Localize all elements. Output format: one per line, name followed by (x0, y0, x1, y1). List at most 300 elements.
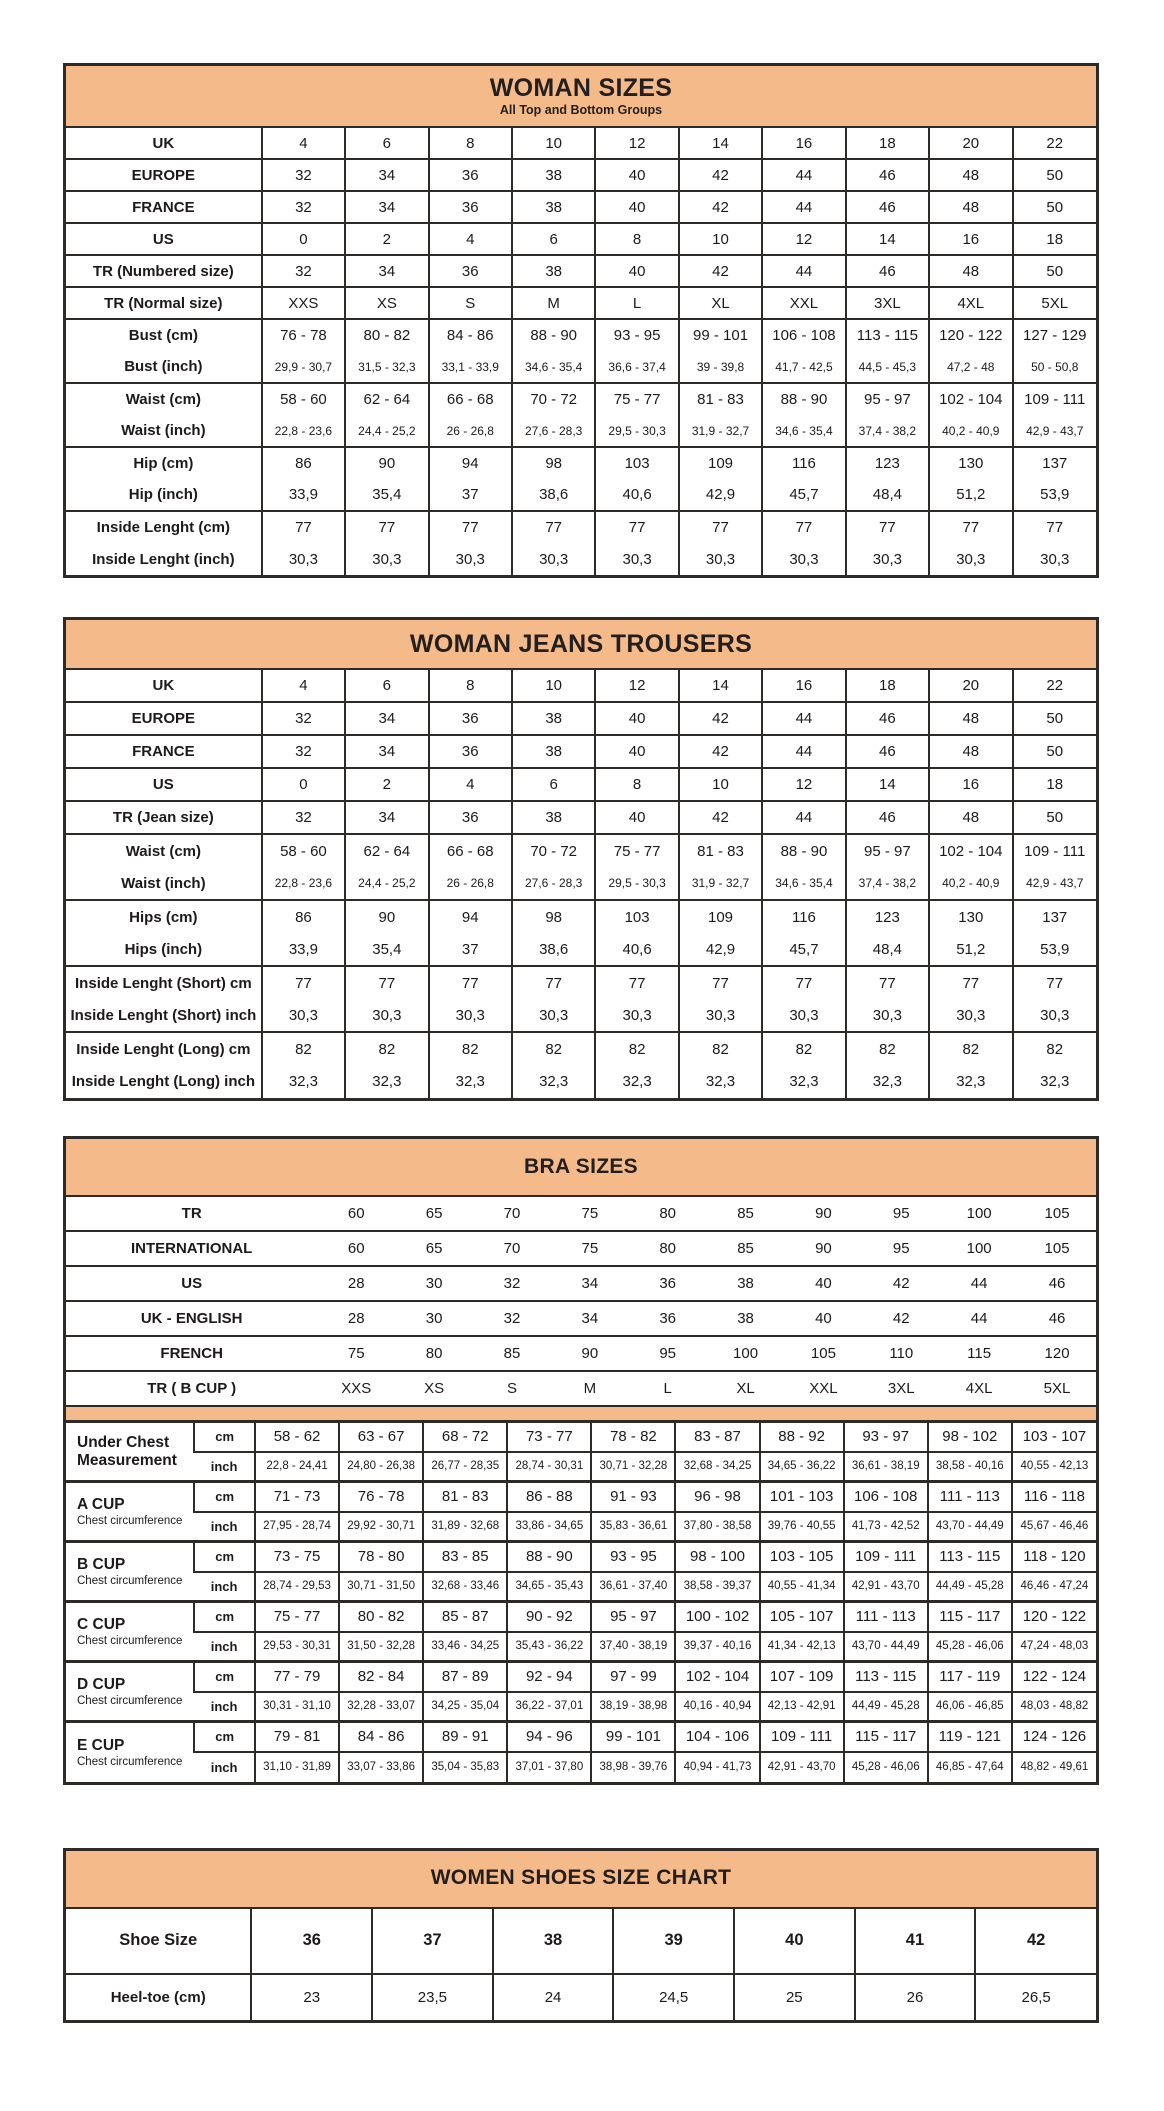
size-cell: 14 (679, 127, 762, 159)
size-cell: 115 - 117 (844, 1722, 928, 1752)
size-cell: 10 (679, 768, 762, 801)
size-cell: 32 (473, 1266, 551, 1301)
row-label: Bust (cm) (66, 319, 262, 351)
woman-sizes-table (63, 63, 1099, 578)
size-cell: 71 - 73 (255, 1482, 339, 1512)
table-row (66, 543, 1096, 575)
size-cell: 88 - 90 (507, 1542, 591, 1572)
size-cell: 44 (762, 735, 845, 768)
size-cell: 34 (345, 801, 428, 834)
size-cell: 41,73 - 42,52 (844, 1512, 928, 1542)
size-cell: 58 - 62 (255, 1422, 339, 1452)
size-cell: 42 (862, 1301, 940, 1336)
size-cell: 34,6 - 35,4 (762, 415, 845, 447)
size-cell: 77 (429, 511, 512, 543)
size-cell: 75 - 77 (255, 1602, 339, 1632)
size-cell: 35,83 - 36,61 (591, 1512, 675, 1542)
size-cell: 50 (1013, 801, 1097, 834)
size-cell: 65 (395, 1231, 473, 1266)
size-cell: 80 (395, 1336, 473, 1371)
row-label: Waist (cm) (66, 383, 262, 415)
size-cell: 26,77 - 28,35 (423, 1452, 507, 1482)
size-cell: 77 (679, 511, 762, 543)
size-cell: 31,89 - 32,68 (423, 1512, 507, 1542)
size-cell: 38,98 - 39,76 (591, 1752, 675, 1782)
size-cell: 85 - 87 (423, 1602, 507, 1632)
unit-label-cm: cm (194, 1542, 255, 1572)
table-row (66, 1422, 1096, 1452)
row-label: Inside Lenght (inch) (92, 550, 235, 568)
size-cell: 32,68 - 34,25 (675, 1452, 759, 1482)
size-cell: 10 (679, 223, 762, 255)
size-cell: 110 (862, 1336, 940, 1371)
table-title: WOMEN SHOES SIZE CHART (430, 1866, 732, 1890)
size-cell: 36,61 - 37,40 (591, 1572, 675, 1602)
size-cell: 25 (734, 1974, 855, 2020)
size-cell: 36,61 - 38,19 (844, 1452, 928, 1482)
size-cell: 28,74 - 30,31 (507, 1452, 591, 1482)
size-cell: 77 (929, 966, 1012, 999)
size-cell: 32,3 (429, 1065, 512, 1098)
size-cell: 88 - 90 (762, 383, 845, 415)
size-cell: 40 (595, 159, 678, 191)
size-cell: 73 - 77 (507, 1422, 591, 1452)
size-cell: 30,31 - 31,10 (255, 1692, 339, 1722)
size-cell: 103 - 105 (760, 1542, 844, 1572)
size-cell: 20 (929, 127, 1012, 159)
size-cell: 109 - 111 (844, 1542, 928, 1572)
table-row (66, 1572, 1096, 1602)
unit-label-inch: inch (194, 1572, 255, 1602)
size-cell: 77 (512, 511, 595, 543)
size-cell: 37,40 - 38,19 (591, 1632, 675, 1662)
size-cell: 16 (762, 127, 845, 159)
table-subtitle: All Top and Bottom Groups (499, 102, 663, 117)
size-cell: 102 - 104 (929, 834, 1012, 867)
size-cell: 130 (929, 447, 1012, 479)
size-cell: 6 (512, 223, 595, 255)
size-cell: 41,34 - 42,13 (760, 1632, 844, 1662)
size-cell: 46 (1018, 1301, 1096, 1336)
size-cell: 35,4 (345, 479, 428, 511)
size-cell: 127 - 129 (1013, 319, 1097, 351)
size-cell: 34 (551, 1266, 629, 1301)
size-cell: 48,4 (846, 933, 929, 966)
size-cell: 62 - 64 (345, 834, 428, 867)
size-cell: 32,3 (929, 1065, 1012, 1098)
row-label: Inside Lenght (Short) cm (66, 966, 262, 999)
size-cell: 75 - 77 (595, 383, 678, 415)
row-label: Waist (inch) (121, 422, 206, 439)
size-cell: 80 - 82 (345, 319, 428, 351)
size-cell: 95 (862, 1196, 940, 1231)
table-title: WOMAN SIZES (489, 73, 673, 102)
table-row (66, 1371, 1096, 1406)
size-cell: 81 - 83 (423, 1482, 507, 1512)
size-cell: 106 - 108 (844, 1482, 928, 1512)
size-cell: 34,25 - 35,04 (423, 1692, 507, 1722)
size-cell: 105 (784, 1336, 862, 1371)
size-cell: 31,50 - 32,28 (339, 1632, 423, 1662)
size-cell: 46,85 - 47,64 (928, 1752, 1012, 1782)
size-cell: 78 - 82 (591, 1422, 675, 1452)
size-cell: 98 - 100 (675, 1542, 759, 1572)
size-cell: 4 (262, 127, 345, 159)
size-cell: 40 (595, 702, 678, 735)
size-cell: 32,3 (512, 1065, 595, 1098)
size-cell: 27,6 - 28,3 (512, 415, 595, 447)
size-cell: 40 (595, 191, 678, 223)
size-cell: 85 (707, 1231, 785, 1266)
table-row (66, 801, 1096, 834)
size-cell: 23 (251, 1974, 372, 2020)
table-row (66, 159, 1096, 191)
size-cell: 82 (1013, 1032, 1097, 1065)
size-cell: 33,46 - 34,25 (423, 1632, 507, 1662)
table-row (66, 1752, 1096, 1782)
size-cell: 33,9 (262, 479, 345, 511)
cup-label (66, 1542, 194, 1602)
size-cell: 77 (1013, 511, 1097, 543)
size-cell: 93 - 97 (844, 1422, 928, 1452)
size-cell: 37,4 - 38,2 (846, 415, 929, 447)
size-cell: 48,82 - 49,61 (1012, 1752, 1096, 1782)
size-cell: 109 (679, 447, 762, 479)
size-cell: 98 - 102 (928, 1422, 1012, 1452)
size-cell: 120 (1018, 1336, 1096, 1371)
cup-note: Chest circumference (77, 1695, 183, 1708)
size-chart-page (63, 63, 1099, 2023)
size-cell: 98 (512, 447, 595, 479)
size-cell: 90 (551, 1336, 629, 1371)
size-cell: 33,9 (262, 933, 345, 966)
size-cell: 30,3 (1013, 543, 1097, 575)
size-cell: 109 (679, 900, 762, 933)
size-cell: 46,06 - 46,85 (928, 1692, 1012, 1722)
row-label: FRANCE (66, 735, 262, 768)
size-cell: 103 (595, 447, 678, 479)
size-cell: 48 (929, 255, 1012, 287)
size-cell: 88 - 90 (762, 834, 845, 867)
table-row (66, 447, 1096, 479)
row-label: Hips (inch) (124, 940, 203, 958)
size-cell: 99 - 101 (591, 1722, 675, 1752)
cup-note: Chest circumference (77, 1575, 183, 1588)
size-cell: 36 (629, 1301, 707, 1336)
table-row (66, 702, 1096, 735)
size-cell: 53,9 (1013, 933, 1097, 966)
size-cell: 42 (975, 1908, 1096, 1974)
size-cell: 118 - 120 (1012, 1542, 1096, 1572)
size-cell: 8 (595, 223, 678, 255)
table-row (66, 768, 1096, 801)
size-cell: 34 (345, 159, 428, 191)
size-cell: 103 (595, 900, 678, 933)
row-label: Waist (inch) (121, 874, 206, 892)
size-cell: 62 - 64 (345, 383, 428, 415)
woman-jeans-trousers-grid (66, 668, 1096, 1098)
size-cell: 30,3 (429, 999, 512, 1032)
size-cell: 40,55 - 42,13 (1012, 1452, 1096, 1482)
size-cell: 40,6 (595, 479, 678, 511)
size-cell: 77 (679, 966, 762, 999)
size-cell: 30,3 (929, 999, 1012, 1032)
size-cell: 18 (1013, 223, 1097, 255)
size-cell: 109 - 111 (760, 1722, 844, 1752)
size-cell: 50 (1013, 702, 1097, 735)
cup-note: Chest circumference (77, 1635, 183, 1648)
size-cell: 39,37 - 40,16 (675, 1632, 759, 1662)
row-label: TR ( B CUP ) (66, 1371, 317, 1406)
size-cell: 30,3 (429, 543, 512, 575)
size-cell: 120 - 122 (929, 319, 1012, 351)
size-cell: 4XL (940, 1371, 1018, 1406)
size-cell: 42,9 - 43,7 (1013, 867, 1097, 900)
size-cell: 40 (784, 1266, 862, 1301)
size-cell: 130 (929, 900, 1012, 933)
size-cell: XS (345, 287, 428, 319)
woman-sizes-header (66, 66, 1096, 126)
size-cell: 46 (846, 735, 929, 768)
size-cell: 77 (762, 511, 845, 543)
size-cell: 137 (1013, 900, 1097, 933)
size-cell: 28 (317, 1301, 395, 1336)
size-cell: 27,95 - 28,74 (255, 1512, 339, 1542)
women-shoes-table (63, 1848, 1099, 2023)
table-row (66, 1974, 1096, 2020)
woman-jeans-trousers-table (63, 617, 1099, 1101)
row-label: TR (Jean size) (66, 801, 262, 834)
size-cell: 78 - 80 (339, 1542, 423, 1572)
divider-strip (66, 1407, 1096, 1420)
size-cell: 77 (1013, 966, 1097, 999)
size-cell: 36,6 - 37,4 (595, 351, 678, 383)
table-row (66, 1336, 1096, 1371)
size-cell: 26 (855, 1974, 976, 2020)
size-cell: 30,71 - 32,28 (591, 1452, 675, 1482)
size-cell: 8 (429, 669, 512, 702)
size-cell: 38 (512, 191, 595, 223)
size-cell: 82 (679, 1032, 762, 1065)
size-cell: 38 (512, 735, 595, 768)
size-cell: 16 (762, 669, 845, 702)
size-cell: 77 (345, 511, 428, 543)
size-cell: 41 (855, 1908, 976, 1974)
unit-label-inch: inch (194, 1692, 255, 1722)
size-cell: 44 (762, 702, 845, 735)
cup-label (66, 1722, 194, 1782)
size-cell: 3XL (862, 1371, 940, 1406)
size-cell: 70 (473, 1231, 551, 1266)
size-cell: 85 (473, 1336, 551, 1371)
size-cell: 37,01 - 37,80 (507, 1752, 591, 1782)
size-cell: 40,55 - 41,34 (760, 1572, 844, 1602)
size-cell: 40,2 - 40,9 (929, 867, 1012, 900)
size-cell: 31,10 - 31,89 (255, 1752, 339, 1782)
size-cell: 36,22 - 37,01 (507, 1692, 591, 1722)
size-cell: 10 (512, 127, 595, 159)
size-cell: 94 (429, 900, 512, 933)
size-cell: 14 (846, 223, 929, 255)
size-cell: 37,80 - 38,58 (675, 1512, 759, 1542)
size-cell: 84 - 86 (339, 1722, 423, 1752)
size-cell: 4 (429, 223, 512, 255)
cup-name: B CUP (77, 1555, 126, 1573)
size-cell: 44,5 - 45,3 (846, 351, 929, 383)
size-cell: 22,8 - 24,41 (255, 1452, 339, 1482)
row-label: UK - ENGLISH (66, 1301, 317, 1336)
size-cell: 77 (595, 511, 678, 543)
size-cell: 8 (429, 127, 512, 159)
size-cell: 32 (473, 1301, 551, 1336)
size-cell: 14 (846, 768, 929, 801)
size-cell: 46 (846, 191, 929, 223)
size-cell: 33,86 - 34,65 (507, 1512, 591, 1542)
size-cell: 10 (512, 669, 595, 702)
size-cell: 32,3 (762, 1065, 845, 1098)
row-label: Hip (cm) (66, 447, 262, 479)
table-row (66, 1632, 1096, 1662)
table-row (66, 1231, 1096, 1266)
table-row (66, 1602, 1096, 1632)
size-cell: 30,3 (1013, 999, 1097, 1032)
cup-label (66, 1602, 194, 1662)
size-cell: 97 - 99 (591, 1662, 675, 1692)
cup-label (66, 1662, 194, 1722)
size-cell: 30,3 (846, 543, 929, 575)
size-cell: 6 (345, 127, 428, 159)
size-cell: 105 (1018, 1196, 1096, 1231)
size-cell: 80 (629, 1196, 707, 1231)
size-cell: 42,9 (679, 933, 762, 966)
size-cell: XS (395, 1371, 473, 1406)
size-cell: 32,3 (595, 1065, 678, 1098)
unit-label-inch: inch (194, 1452, 255, 1482)
bra-conversion-grid (66, 1195, 1096, 1407)
size-cell: 40,16 - 40,94 (675, 1692, 759, 1722)
size-cell: 2 (345, 223, 428, 255)
size-cell: 86 (262, 900, 345, 933)
size-cell: 81 - 83 (679, 834, 762, 867)
size-cell: 92 - 94 (507, 1662, 591, 1692)
size-cell: 34,6 - 35,4 (512, 351, 595, 383)
row-label: Waist (cm) (66, 834, 262, 867)
size-cell: 34,65 - 35,43 (507, 1572, 591, 1602)
size-cell: 94 (429, 447, 512, 479)
size-cell: 32,3 (1013, 1065, 1097, 1098)
size-cell: 77 (595, 966, 678, 999)
size-cell: 31,9 - 32,7 (679, 415, 762, 447)
table-row (66, 255, 1096, 287)
table-row (66, 966, 1096, 999)
size-cell: 3XL (846, 287, 929, 319)
size-cell: 34,6 - 35,4 (762, 867, 845, 900)
size-cell: 36 (429, 702, 512, 735)
size-cell: 98 (512, 900, 595, 933)
size-cell: 22 (1013, 127, 1097, 159)
size-cell: 26 - 26,8 (429, 415, 512, 447)
size-cell: 76 - 78 (339, 1482, 423, 1512)
size-cell: 38 (512, 702, 595, 735)
size-cell: 36 (429, 735, 512, 768)
size-cell: 86 - 88 (507, 1482, 591, 1512)
bra-sizes-table (63, 1136, 1099, 1785)
size-cell: 39 (613, 1908, 734, 1974)
size-cell: 90 (784, 1231, 862, 1266)
size-cell: 100 (707, 1336, 785, 1371)
size-cell: 44 (940, 1301, 1018, 1336)
size-cell: 82 - 84 (339, 1662, 423, 1692)
size-cell: 50 (1013, 191, 1097, 223)
table-row (66, 415, 1096, 447)
size-cell: 41,7 - 42,5 (762, 351, 845, 383)
size-cell: 34 (345, 191, 428, 223)
size-cell: 34 (345, 702, 428, 735)
size-cell: 18 (846, 669, 929, 702)
size-cell: 96 - 98 (675, 1482, 759, 1512)
row-label: FRENCH (66, 1336, 317, 1371)
size-cell: 82 (929, 1032, 1012, 1065)
size-cell: 39 - 39,8 (679, 351, 762, 383)
size-cell: 82 (512, 1032, 595, 1065)
size-cell: 42 (679, 702, 762, 735)
size-cell: 5XL (1018, 1371, 1096, 1406)
size-cell: 40,6 (595, 933, 678, 966)
size-cell: 44 (762, 255, 845, 287)
row-label: Heel-toe (cm) (66, 1974, 251, 2020)
size-cell: 34 (345, 255, 428, 287)
table-row (66, 287, 1096, 319)
size-cell: 35,43 - 36,22 (507, 1632, 591, 1662)
size-cell: 30,3 (929, 543, 1012, 575)
size-cell: 50 (1013, 159, 1097, 191)
size-cell: 113 - 115 (846, 319, 929, 351)
size-cell: 36 (629, 1266, 707, 1301)
size-cell: 37 (429, 479, 512, 511)
size-cell: 107 - 109 (760, 1662, 844, 1692)
size-cell: 106 - 108 (762, 319, 845, 351)
size-cell: 95 (862, 1231, 940, 1266)
size-cell: 31,5 - 32,3 (345, 351, 428, 383)
row-label: Bust (inch) (124, 358, 203, 375)
table-row (66, 1512, 1096, 1542)
size-cell: 87 - 89 (423, 1662, 507, 1692)
size-cell: 34,65 - 36,22 (760, 1452, 844, 1482)
table-row (66, 867, 1096, 900)
size-cell: 32,28 - 33,07 (339, 1692, 423, 1722)
size-cell: 18 (1013, 768, 1097, 801)
size-cell: 40 (595, 735, 678, 768)
size-cell: 46,46 - 47,24 (1012, 1572, 1096, 1602)
size-cell: 75 (551, 1196, 629, 1231)
table-row (66, 1908, 1096, 1974)
table-row (66, 479, 1096, 511)
size-cell: 89 - 91 (423, 1722, 507, 1752)
size-cell: 44,49 - 45,28 (928, 1572, 1012, 1602)
size-cell: 42,9 - 43,7 (1013, 415, 1097, 447)
size-cell: 109 - 111 (1013, 383, 1097, 415)
size-cell: 38,19 - 38,98 (591, 1692, 675, 1722)
size-cell: 48 (929, 191, 1012, 223)
size-cell: 28,74 - 29,53 (255, 1572, 339, 1602)
size-cell: 37 (372, 1908, 493, 1974)
size-cell: 84 - 86 (429, 319, 512, 351)
size-cell: 28 (317, 1266, 395, 1301)
size-cell: 46 (846, 702, 929, 735)
size-cell: 123 (846, 900, 929, 933)
size-cell: 30 (395, 1266, 473, 1301)
size-cell: 91 - 93 (591, 1482, 675, 1512)
